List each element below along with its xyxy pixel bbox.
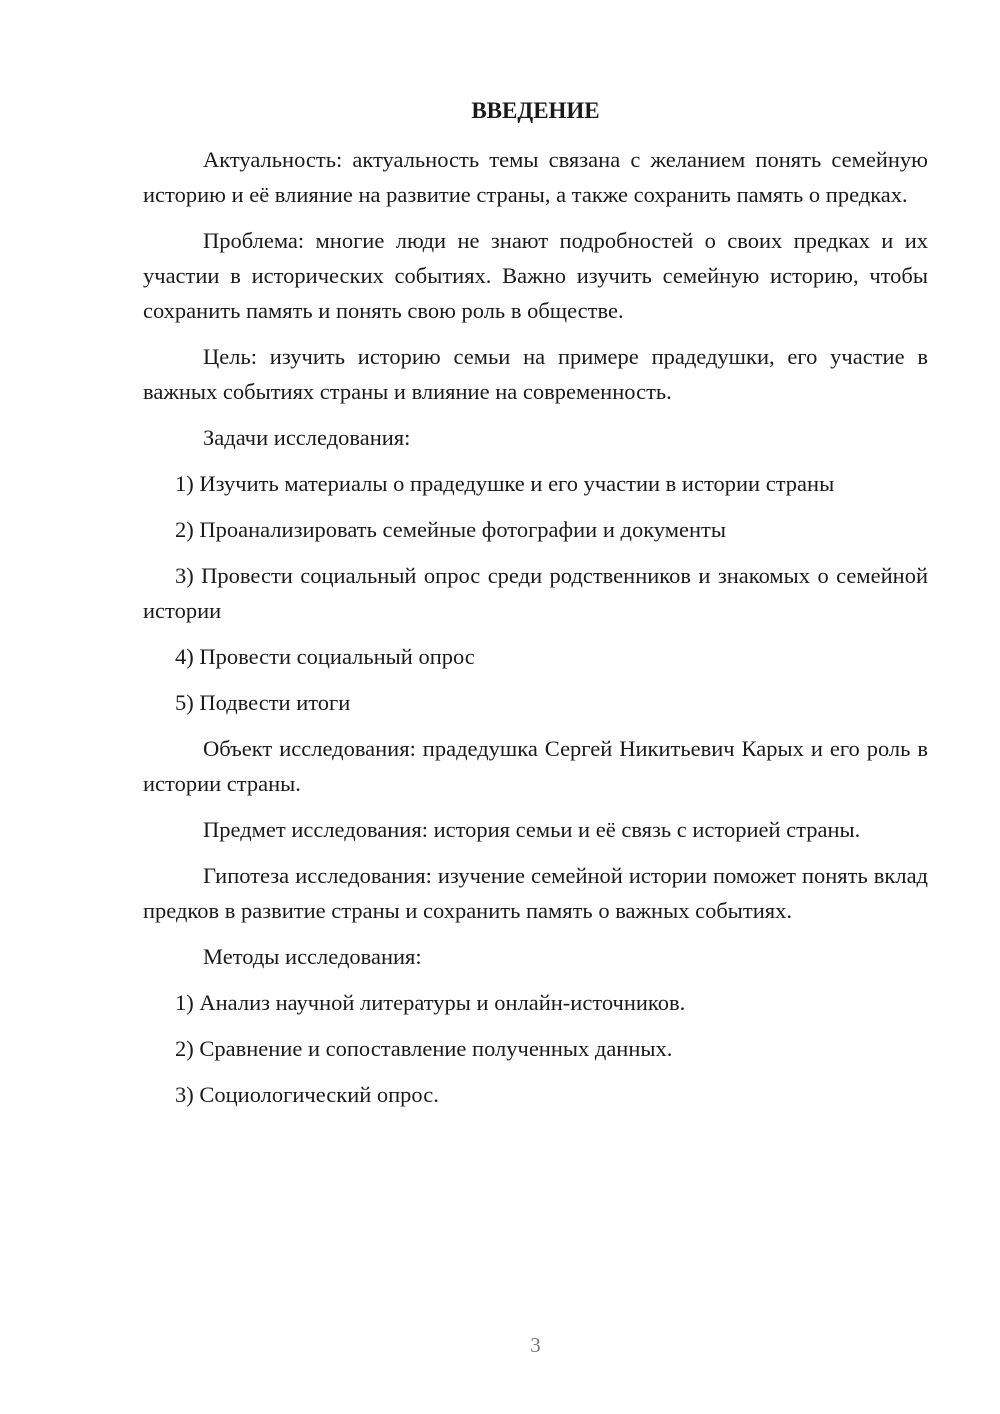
task-item-1: 1) Изучить материалы о прадедушке и его участии в истории страны	[175, 471, 835, 496]
method-item-1: 1) Анализ научной литературы и онлайн-источников.	[175, 990, 686, 1015]
document-body	[143, 142, 928, 1123]
problem-paragraph: Проблема: многие люди не знают подробностей о своих предках и их участии в исторических событиях. Важно изучить семейную историю, чтобы сохранить память и понять свою роль в обществе.	[143, 228, 928, 323]
relevance-paragraph: Актуальность: актуальность темы связана с желанием понять семейную историю и её влияние на развитие страны, а также сохранить память о предках.	[143, 147, 928, 207]
method-item-2: 2) Сравнение и сопоставление полученных данных.	[175, 1036, 673, 1061]
task-item-3: 3) Провести социальный опрос среди родственников и знакомых о семейной истории	[143, 563, 928, 623]
object-paragraph: Объект исследования: прадедушка Сергей Никитьевич Карых и его роль в истории страны.	[143, 736, 928, 796]
page-number: 3	[530, 1333, 541, 1357]
tasks-heading: Задачи исследования:	[203, 425, 411, 450]
task-item-2: 2) Проанализировать семейные фотографии и документы	[175, 517, 726, 542]
method-item-3: 3) Социологический опрос.	[175, 1082, 439, 1107]
page-title: ВВЕДЕНИЕ	[471, 98, 600, 123]
document-page	[143, 0, 928, 1414]
task-item-5: 5) Подвести итоги	[175, 690, 351, 715]
goal-paragraph: Цель: изучить историю семьи на примере прадедушки, его участие в важных событиях страны и влияние на современность.	[143, 344, 928, 404]
methods-heading: Методы исследования:	[203, 944, 422, 969]
task-item-4: 4) Провести социальный опрос	[175, 644, 475, 669]
hypothesis-paragraph: Гипотеза исследования: изучение семейной истории поможет понять вклад предков в развитие страны и сохранить память о важных событиях.	[143, 863, 928, 923]
subject-paragraph: Предмет исследования: история семьи и её связь с историей страны.	[203, 817, 861, 842]
